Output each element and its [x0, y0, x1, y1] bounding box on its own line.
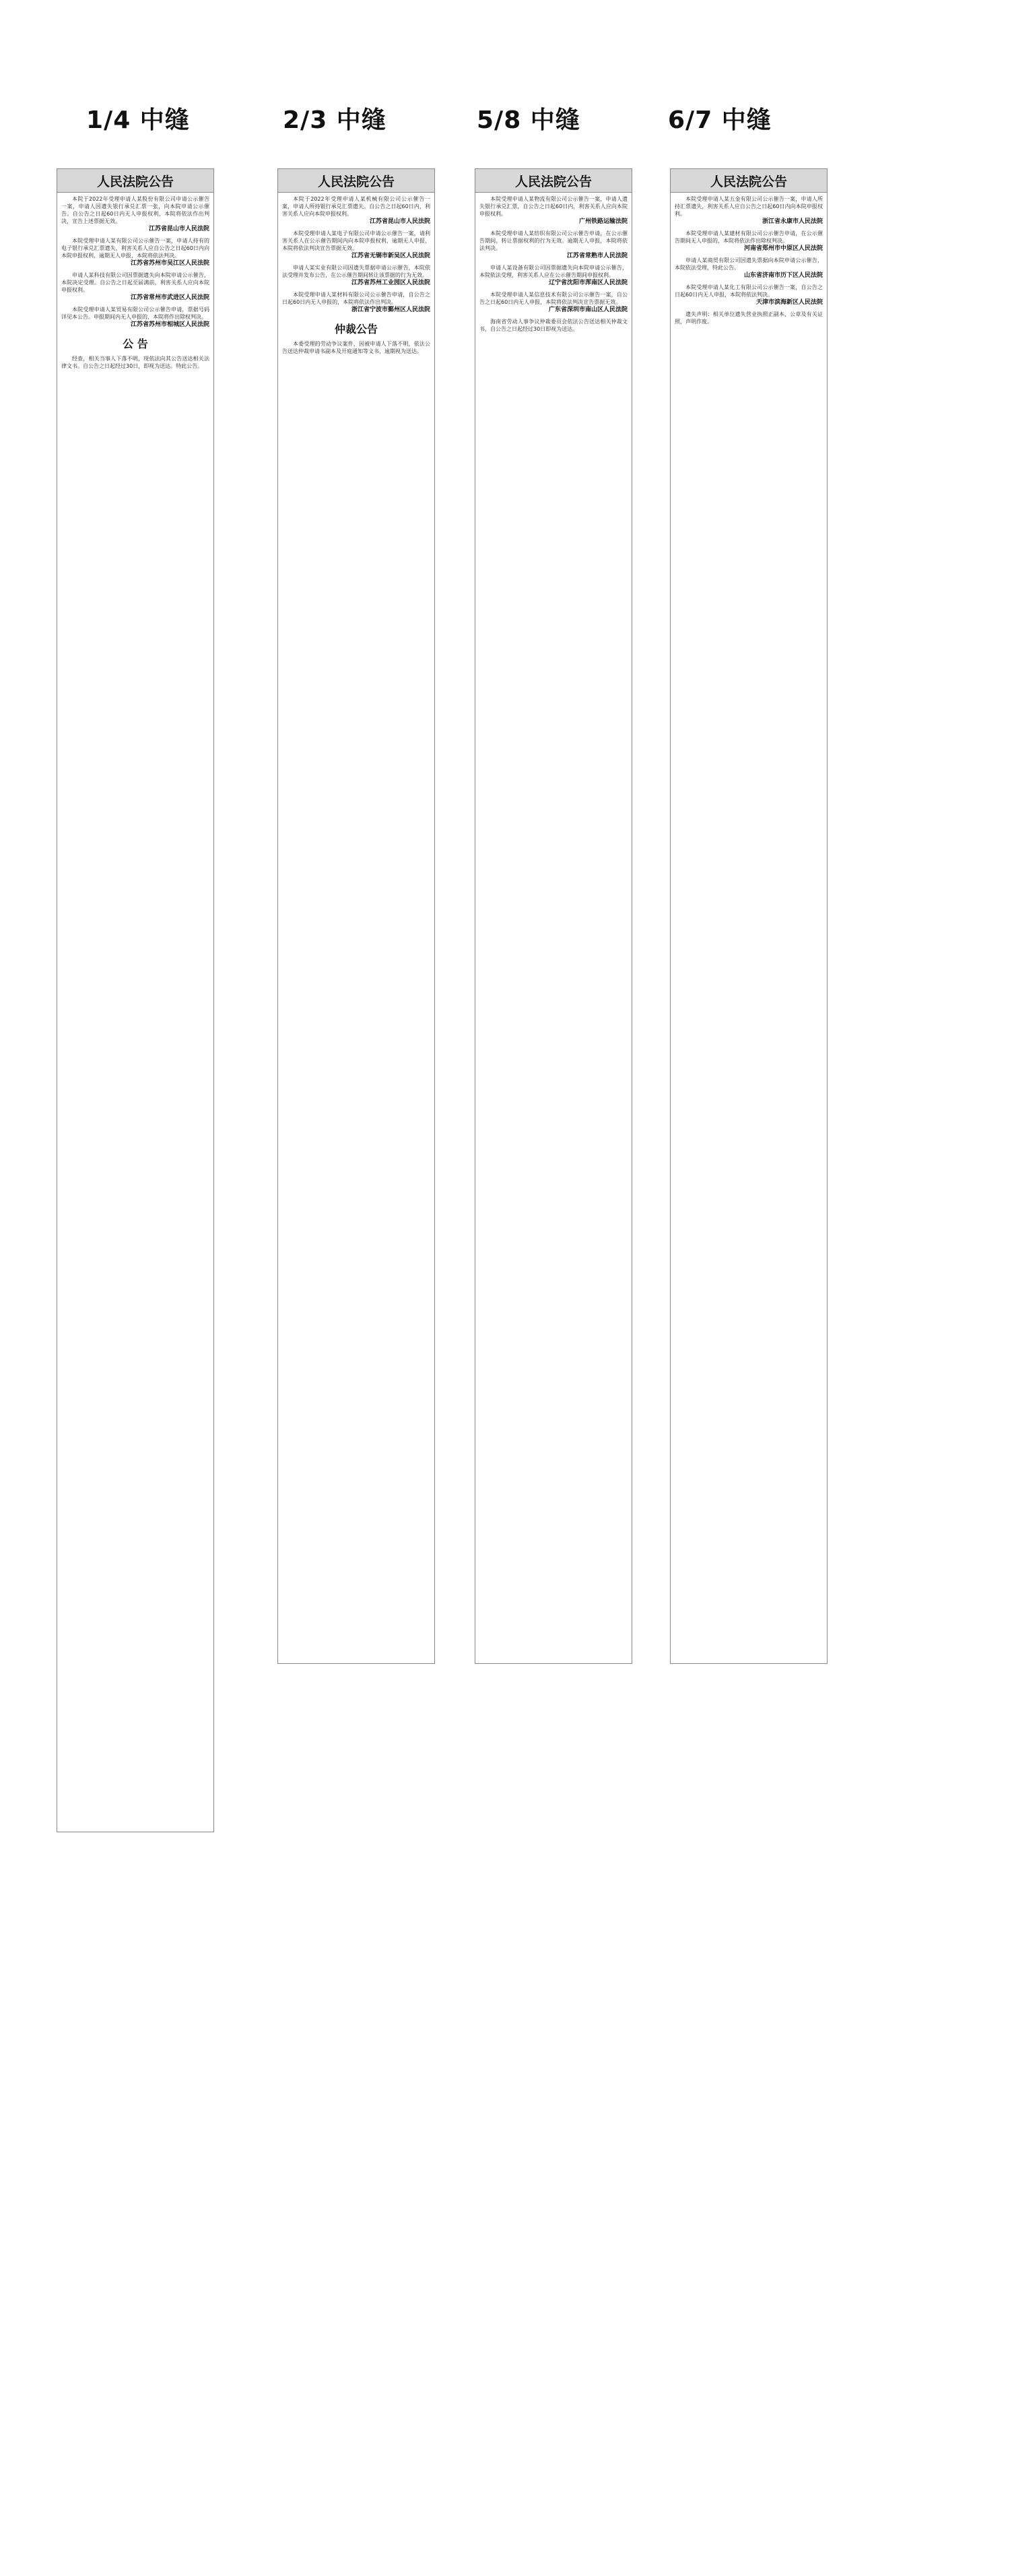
court-name: 江苏省苏州工业园区人民法院	[351, 280, 430, 286]
notice-item	[282, 195, 430, 226]
court-name: 山东省济南市历下区人民法院	[743, 272, 823, 279]
column-header: 人民法院公告	[671, 169, 827, 193]
court-name: 浙江省宁波市鄞州区人民法院	[351, 307, 430, 313]
notice-text: 本院受理申请人某信息技术有限公司公示催告一案，自公告之日起60日内无人申报，本院将依法判决宣告票据无效。	[479, 292, 628, 305]
notice-item	[61, 237, 209, 267]
notice-item	[675, 230, 823, 253]
court-name: 江苏省常熟市人民法院	[566, 253, 628, 259]
notice-item	[479, 230, 628, 260]
column-body	[57, 193, 213, 373]
section-text: 海南省劳动人事争议仲裁委员会依法公告送达相关仲裁文书，自公告之日起经过30日即视为送达。	[479, 319, 628, 332]
notice-text: 申请人某科技有限公司因票据遗失向本院申请公示催告，本院决定受理。自公告之日起至届满前，利害关系人应向本院申报权利。	[61, 272, 209, 293]
court-name: 江苏省昆山市人民法院	[369, 218, 430, 225]
notice-text: 申请人某设备有限公司因票据遗失向本院申请公示催告，本院依法受理，利害关系人应在公示催告期间申报权利。	[479, 265, 628, 278]
court-name: 江苏省昆山市人民法院	[148, 226, 209, 232]
court-name: 江苏省常州市武进区人民法院	[130, 294, 209, 301]
notice-column-3	[475, 168, 632, 1664]
notice-text: 本院于2022年受理申请人某机械有限公司公示催告一案，申请人所持银行承兑汇票遗失。自公告之日起60日内，利害关系人应向本院申报权利。	[282, 196, 430, 217]
court-name: 浙江省永康市人民法院	[762, 218, 823, 225]
column-title-3: 5/8 中缝	[477, 106, 580, 134]
notice-item	[282, 264, 430, 287]
notice-text: 本院受理申请人某化工有限公司公示催告一案，自公告之日起60日内无人申报，本院将依法判决。	[675, 284, 823, 298]
notice-item	[479, 195, 628, 226]
court-name: 江苏省苏州市相城区人民法院	[130, 321, 209, 328]
column-title-1: 1/4 中缝	[86, 106, 190, 134]
column-title-2: 2/3 中缝	[283, 106, 386, 134]
notice-item	[479, 291, 628, 314]
court-name: 江苏省苏州市吴江区人民法院	[130, 260, 209, 267]
notice-text: 本院受理申请人某纺织有限公司公示催告申请，在公示催告期间，转让票据权利的行为无效。逾期无人申报，本院将依法判决。	[479, 230, 628, 251]
column-body	[278, 193, 434, 358]
court-name: 辽宁省沈阳市浑南区人民法院	[548, 280, 628, 286]
notice-text: 本院于2022年受理申请人某股份有限公司申请公示催告一案，申请人因遗失银行承兑汇票一张，向本院申请公示催告。自公告之日起60日内无人申报权利，本院将依法作出判决，宣告上述票据无效。	[61, 196, 209, 224]
notice-item	[675, 257, 823, 280]
section-title: 公 告	[123, 337, 148, 350]
court-name: 河南省郑州市中原区人民法院	[743, 245, 823, 252]
notice-text: 本院受理申请人某电子有限公司申请公示催告一案，请利害关系人在公示催告期间内向本院申报权利，逾期无人申报，本院将依法判决宣告票据无效。	[282, 230, 430, 251]
section-text: 经查，相关当事人下落不明，现依法向其公告送达相关法律文书。自公告之日起经过30日，即视为送达。特此公告。	[61, 356, 209, 369]
section-text: 遗失声明：相关单位遗失营业执照正副本、公章及有关证照，声明作废。	[675, 311, 823, 325]
court-name: 广东省深圳市南山区人民法院	[548, 307, 628, 313]
notice-text: 本院受理申请人某物流有限公司公示催告一案，申请人遗失银行承兑汇票，自公告之日起60日内，利害关系人应向本院申报权利。	[479, 196, 628, 217]
section-title: 仲裁公告	[334, 323, 378, 335]
court-name: 广州铁路运输法院	[578, 218, 628, 225]
column-body	[671, 193, 827, 328]
notice-column-4	[670, 168, 828, 1664]
notice-text: 本院受理申请人某建材有限公司公示催告申请，在公示催告期间无人申报的，本院将依法作出除权判决。	[675, 230, 823, 244]
notice-item	[479, 264, 628, 287]
notice-text: 本院受理申请人某有限公司公示催告一案，申请人持有的电子银行承兑汇票遗失，利害关系人应自公告之日起60日内向本院申报权利，逾期无人申报，本院将依法判决。	[61, 238, 209, 259]
notice-item	[675, 284, 823, 307]
court-name: 江苏省无锡市新吴区人民法院	[351, 253, 430, 259]
notice-item	[675, 195, 823, 226]
court-name: 天津市滨海新区人民法院	[755, 299, 823, 306]
notice-text: 本院受理申请人某材料有限公司公示催告申请，自公告之日起60日内无人申报的，本院将依法作出判决。	[282, 292, 430, 305]
column-header: 人民法院公告	[475, 169, 632, 193]
notice-item	[282, 230, 430, 260]
notice-item	[61, 271, 209, 302]
section-text: 本委受理的劳动争议案件，因被申请人下落不明，依法公告送达仲裁申请书副本及开庭通知等文书，逾期视为送达。	[282, 341, 430, 354]
notice-column-1	[57, 168, 214, 1832]
notice-text: 本院受理申请人某贸易有限公司公示催告申请，票据号码详见本公告。申报期间内无人申报的，本院将作出除权判决。	[61, 307, 209, 320]
notice-item	[61, 195, 209, 233]
column-title-4: 6/7 中缝	[668, 106, 772, 134]
notice-item	[61, 306, 209, 329]
column-header: 人民法院公告	[278, 169, 434, 193]
column-body	[475, 193, 632, 335]
notice-column-2	[277, 168, 435, 1664]
column-header: 人民法院公告	[57, 169, 213, 193]
notice-text: 申请人某商贸有限公司因遗失票据向本院申请公示催告，本院依法受理，特此公告。	[675, 257, 823, 271]
notice-text: 本院受理申请人某五金有限公司公示催告一案，申请人所持汇票遗失，利害关系人应自公告之日起60日内向本院申报权利。	[675, 196, 823, 217]
notice-text: 申请人某实业有限公司因遗失票据申请公示催告，本院依法受理并发布公告，在公示催告期间转让该票据的行为无效。	[282, 265, 430, 278]
notice-item	[282, 291, 430, 314]
